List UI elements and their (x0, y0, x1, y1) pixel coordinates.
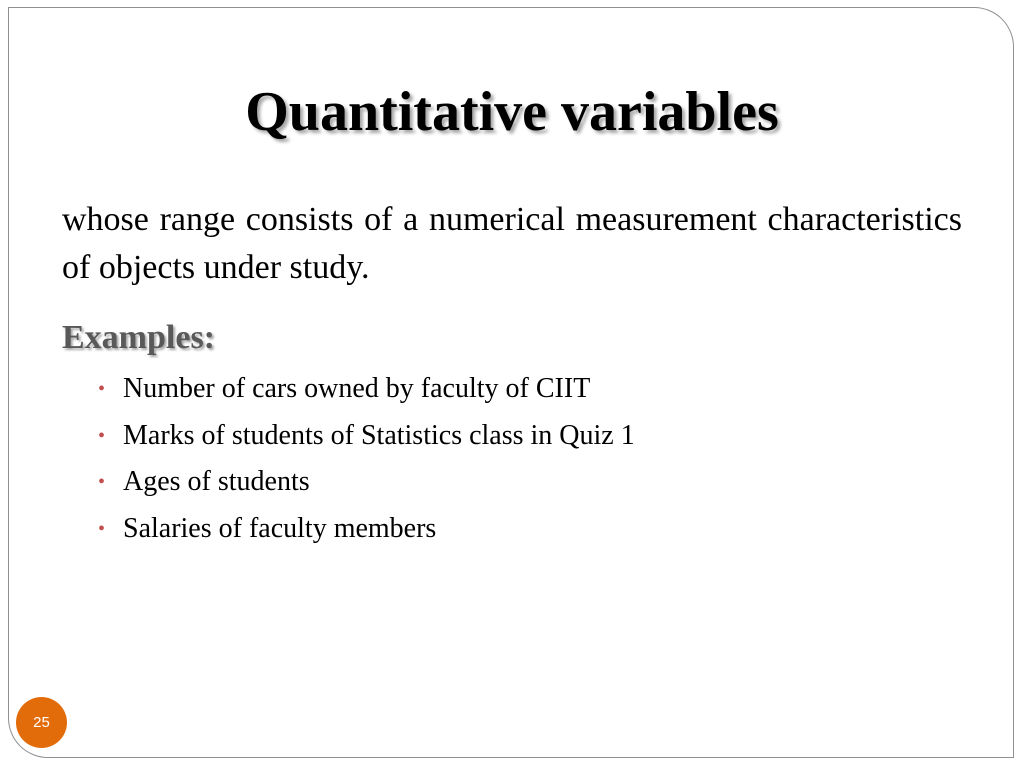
list-item-text: Marks of students of Statistics class in Quiz 1 (123, 419, 635, 451)
bullet-icon: • (98, 424, 106, 447)
bullet-icon: • (98, 378, 106, 400)
list-item-text: Number of cars owned by faculty of CIIT (123, 373, 591, 404)
slide-number-badge: 25 (16, 697, 67, 748)
bullet-icon: • (98, 517, 106, 540)
slide-title: Quantitative variables (245, 81, 779, 143)
list-item (98, 413, 635, 460)
list-item (98, 366, 635, 413)
list-item (98, 506, 635, 553)
examples-heading: Examples: (62, 319, 215, 356)
examples-list (98, 366, 635, 552)
bullet-icon: • (98, 471, 106, 493)
list-item (98, 459, 635, 506)
definition-text: whose range consists of a numerical measurement characteristics of objects under study. (62, 201, 962, 286)
list-item-text: Salaries of faculty members (123, 512, 437, 544)
list-item-text: Ages of students (123, 466, 310, 497)
